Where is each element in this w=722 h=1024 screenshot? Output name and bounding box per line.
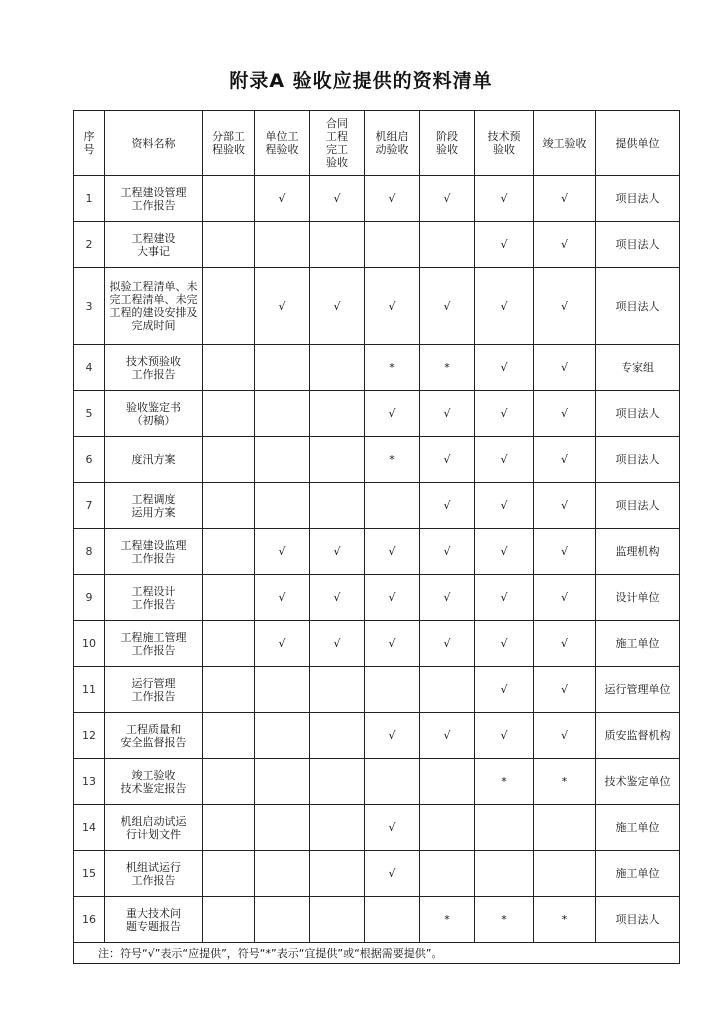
requirement-mark: √ — [420, 268, 475, 345]
requirement-mark: √ — [534, 621, 596, 667]
requirement-mark: √ — [420, 437, 475, 483]
row-number: 12 — [74, 713, 105, 759]
requirement-mark: √ — [255, 575, 310, 621]
requirement-mark — [203, 621, 255, 667]
material-name: 验收鉴定书 （初稿） — [105, 391, 203, 437]
table-row — [74, 483, 680, 529]
row-number: 9 — [74, 575, 105, 621]
requirement-mark: √ — [365, 621, 420, 667]
row-number: 13 — [74, 759, 105, 805]
provider-unit: 项目法人 — [596, 391, 680, 437]
requirement-mark — [420, 222, 475, 268]
requirement-mark: √ — [310, 529, 365, 575]
requirement-mark — [365, 667, 420, 713]
requirement-mark: √ — [534, 391, 596, 437]
requirement-mark: √ — [310, 268, 365, 345]
table-row — [74, 759, 680, 805]
requirement-mark — [255, 897, 310, 943]
requirement-mark — [310, 345, 365, 391]
table-row — [74, 529, 680, 575]
requirement-mark: √ — [365, 529, 420, 575]
row-number: 16 — [74, 897, 105, 943]
material-name: 重大技术问 题专题报告 — [105, 897, 203, 943]
table-row — [74, 268, 680, 345]
requirement-mark: * — [420, 897, 475, 943]
materials-table — [73, 110, 680, 964]
requirement-mark: √ — [534, 483, 596, 529]
requirement-mark — [255, 851, 310, 897]
table-note-row — [74, 943, 680, 964]
requirement-mark — [255, 345, 310, 391]
material-name: 工程建设 大事记 — [105, 222, 203, 268]
requirement-mark: √ — [475, 575, 534, 621]
provider-unit: 项目法人 — [596, 897, 680, 943]
provider-unit: 技术鉴定单位 — [596, 759, 680, 805]
requirement-mark: √ — [420, 483, 475, 529]
column-header: 分部工 程验收 — [203, 111, 255, 176]
requirement-mark — [203, 529, 255, 575]
requirement-mark: √ — [255, 176, 310, 222]
row-number: 15 — [74, 851, 105, 897]
column-header: 提供单位 — [596, 111, 680, 176]
requirement-mark — [255, 483, 310, 529]
requirement-mark: √ — [255, 529, 310, 575]
requirement-mark — [365, 222, 420, 268]
requirement-mark: * — [534, 759, 596, 805]
requirement-mark: √ — [534, 345, 596, 391]
requirement-mark: √ — [475, 713, 534, 759]
requirement-mark — [255, 713, 310, 759]
requirement-mark — [310, 391, 365, 437]
provider-unit: 项目法人 — [596, 437, 680, 483]
requirement-mark — [310, 222, 365, 268]
table-row — [74, 667, 680, 713]
row-number: 2 — [74, 222, 105, 268]
requirement-mark: √ — [475, 176, 534, 222]
table-header-row — [74, 111, 680, 176]
material-name: 工程质量和 安全监督报告 — [105, 713, 203, 759]
provider-unit: 项目法人 — [596, 176, 680, 222]
requirement-mark: √ — [420, 713, 475, 759]
requirement-mark — [310, 667, 365, 713]
requirement-mark — [203, 575, 255, 621]
requirement-mark: √ — [534, 268, 596, 345]
requirement-mark: √ — [420, 575, 475, 621]
table-row — [74, 575, 680, 621]
requirement-mark — [203, 345, 255, 391]
requirement-mark — [475, 805, 534, 851]
requirement-mark — [310, 897, 365, 943]
requirement-mark — [420, 851, 475, 897]
material-name: 拟验工程清单、未 完工程清单、未完 工程的建设安排及 完成时间 — [105, 268, 203, 345]
requirement-mark — [534, 805, 596, 851]
requirement-mark — [203, 667, 255, 713]
requirement-mark — [255, 759, 310, 805]
requirement-mark: √ — [534, 222, 596, 268]
requirement-mark — [255, 667, 310, 713]
material-name: 工程施工管理 工作报告 — [105, 621, 203, 667]
requirement-mark: * — [534, 897, 596, 943]
row-number: 5 — [74, 391, 105, 437]
table-row — [74, 851, 680, 897]
requirement-mark: √ — [475, 483, 534, 529]
requirement-mark: * — [475, 759, 534, 805]
row-number: 4 — [74, 345, 105, 391]
row-number: 6 — [74, 437, 105, 483]
requirement-mark — [203, 268, 255, 345]
material-name: 机组启动试运 行计划文件 — [105, 805, 203, 851]
requirement-mark: √ — [420, 621, 475, 667]
column-header: 阶段 验收 — [420, 111, 475, 176]
requirement-mark: √ — [475, 437, 534, 483]
requirement-mark: √ — [534, 667, 596, 713]
requirement-mark: √ — [420, 176, 475, 222]
table-row — [74, 391, 680, 437]
requirement-mark: √ — [475, 621, 534, 667]
material-name: 工程设计 工作报告 — [105, 575, 203, 621]
table-row — [74, 222, 680, 268]
column-header: 资料名称 — [105, 111, 203, 176]
table-row — [74, 437, 680, 483]
requirement-mark: √ — [365, 575, 420, 621]
provider-unit: 项目法人 — [596, 483, 680, 529]
requirement-mark — [420, 805, 475, 851]
requirement-mark — [310, 483, 365, 529]
requirement-mark: √ — [475, 391, 534, 437]
requirement-mark: √ — [365, 391, 420, 437]
requirement-mark: √ — [534, 437, 596, 483]
requirement-mark — [365, 897, 420, 943]
requirement-mark — [203, 391, 255, 437]
provider-unit: 监理机构 — [596, 529, 680, 575]
provider-unit: 运行管理单位 — [596, 667, 680, 713]
provider-unit: 施工单位 — [596, 621, 680, 667]
row-number: 3 — [74, 268, 105, 345]
requirement-mark: √ — [534, 713, 596, 759]
material-name: 度汛方案 — [105, 437, 203, 483]
row-number: 10 — [74, 621, 105, 667]
material-name: 运行管理 工作报告 — [105, 667, 203, 713]
requirement-mark — [203, 713, 255, 759]
requirement-mark: √ — [420, 391, 475, 437]
row-number: 11 — [74, 667, 105, 713]
requirement-mark — [475, 851, 534, 897]
requirement-mark: √ — [534, 575, 596, 621]
requirement-mark — [255, 391, 310, 437]
requirement-mark: √ — [365, 851, 420, 897]
requirement-mark: √ — [534, 529, 596, 575]
requirement-mark — [534, 851, 596, 897]
requirement-mark — [255, 805, 310, 851]
requirement-mark: * — [365, 437, 420, 483]
requirement-mark — [255, 437, 310, 483]
page-title: 附录A 验收应提供的资料清单 — [229, 70, 493, 92]
requirement-mark: √ — [255, 268, 310, 345]
requirement-mark: * — [420, 345, 475, 391]
row-number: 8 — [74, 529, 105, 575]
requirement-mark — [203, 483, 255, 529]
material-name: 工程建设监理 工作报告 — [105, 529, 203, 575]
column-header: 机组启 动验收 — [365, 111, 420, 176]
requirement-mark — [310, 851, 365, 897]
provider-unit: 项目法人 — [596, 268, 680, 345]
requirement-mark — [420, 667, 475, 713]
requirement-mark: √ — [475, 345, 534, 391]
table-body — [74, 176, 680, 943]
column-header: 合同 工程 完工 验收 — [310, 111, 365, 176]
requirement-mark — [203, 805, 255, 851]
material-name: 工程建设管理 工作报告 — [105, 176, 203, 222]
requirement-mark: √ — [310, 621, 365, 667]
material-name: 机组试运行 工作报告 — [105, 851, 203, 897]
requirement-mark — [255, 222, 310, 268]
row-number: 1 — [74, 176, 105, 222]
requirement-mark: √ — [365, 176, 420, 222]
provider-unit: 施工单位 — [596, 851, 680, 897]
provider-unit: 专家组 — [596, 345, 680, 391]
column-header: 竣工验收 — [534, 111, 596, 176]
requirement-mark: √ — [365, 805, 420, 851]
requirement-mark — [203, 437, 255, 483]
requirement-mark — [203, 176, 255, 222]
column-header: 序 号 — [74, 111, 105, 176]
requirement-mark — [310, 437, 365, 483]
requirement-mark — [310, 759, 365, 805]
requirement-mark: √ — [475, 222, 534, 268]
column-header: 技术预 验收 — [475, 111, 534, 176]
requirement-mark — [203, 897, 255, 943]
requirement-mark: √ — [365, 713, 420, 759]
requirement-mark — [420, 759, 475, 805]
requirement-mark: * — [475, 897, 534, 943]
table-row — [74, 713, 680, 759]
table-row — [74, 621, 680, 667]
material-name: 技术预验收 工作报告 — [105, 345, 203, 391]
requirement-mark — [203, 851, 255, 897]
requirement-mark: √ — [475, 268, 534, 345]
requirement-mark — [203, 222, 255, 268]
provider-unit: 设计单位 — [596, 575, 680, 621]
requirement-mark: * — [365, 345, 420, 391]
requirement-mark: √ — [420, 529, 475, 575]
requirement-mark — [365, 483, 420, 529]
requirement-mark: √ — [365, 268, 420, 345]
row-number: 14 — [74, 805, 105, 851]
provider-unit: 质安监督机构 — [596, 713, 680, 759]
requirement-mark — [310, 713, 365, 759]
requirement-mark — [365, 759, 420, 805]
requirement-mark: √ — [255, 621, 310, 667]
requirement-mark: √ — [475, 529, 534, 575]
requirement-mark: √ — [310, 176, 365, 222]
table-row — [74, 805, 680, 851]
table-row — [74, 897, 680, 943]
table-row — [74, 176, 680, 222]
provider-unit: 项目法人 — [596, 222, 680, 268]
requirement-mark: √ — [475, 667, 534, 713]
material-name: 工程调度 运用方案 — [105, 483, 203, 529]
requirement-mark — [310, 805, 365, 851]
table-row — [74, 345, 680, 391]
requirement-mark: √ — [534, 176, 596, 222]
requirement-mark: √ — [310, 575, 365, 621]
row-number: 7 — [74, 483, 105, 529]
provider-unit: 施工单位 — [596, 805, 680, 851]
requirement-mark — [203, 759, 255, 805]
column-header: 单位工 程验收 — [255, 111, 310, 176]
table-note: 注：符号“√”表示“应提供”，符号“*”表示“宜提供”或“根据需要提供”。 — [74, 943, 680, 964]
material-name: 竣工验收 技术鉴定报告 — [105, 759, 203, 805]
